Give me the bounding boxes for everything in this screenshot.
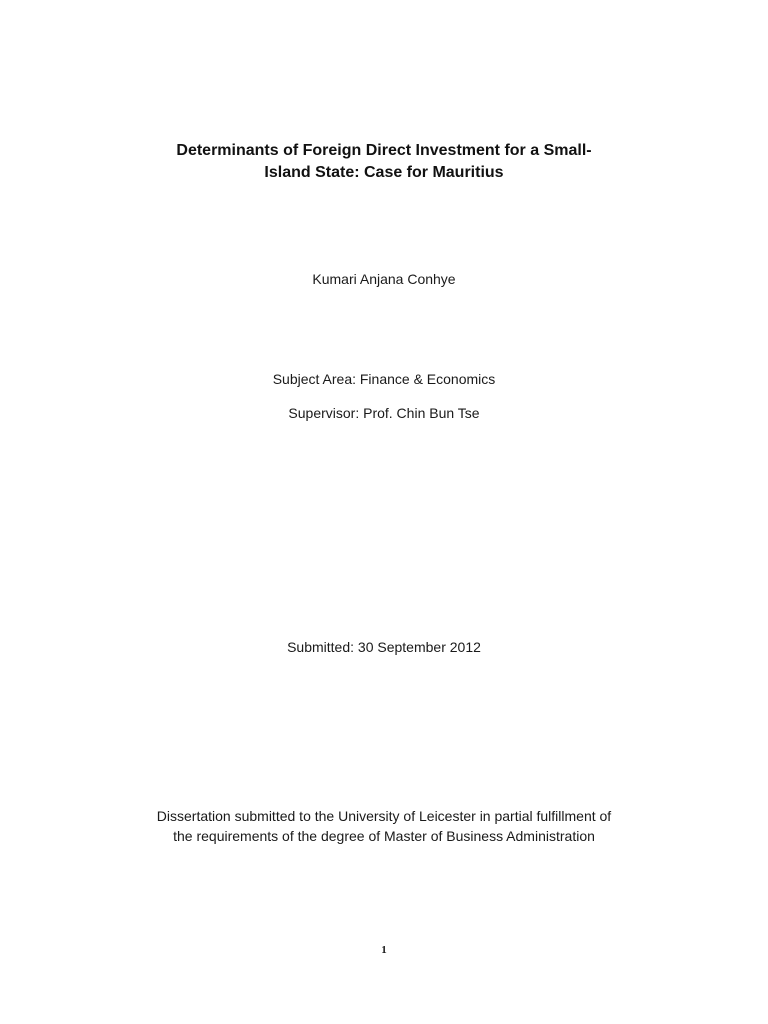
page-number: 1 [381, 944, 387, 956]
author-name: Kumari Anjana Conhye [312, 271, 456, 287]
statement-line-1: Dissertation submitted to the University of Leicester in partial fulfillment of [156, 808, 612, 824]
supervisor-name: Supervisor: Prof. Chin Bun Tse [288, 405, 480, 421]
statement-line-2: the requirements of the degree of Master of Business Administration [173, 828, 595, 844]
subject-area: Subject Area: Finance & Economics [272, 371, 496, 387]
submission-date: Submitted: 30 September 2012 [287, 639, 481, 655]
dissertation-statement [0, 806, 768, 846]
title-line-1: Determinants of Foreign Direct Investment for a Small- [176, 142, 592, 159]
title-line-2: Island State: Case for Mauritius [264, 164, 504, 181]
document-title [0, 140, 768, 184]
